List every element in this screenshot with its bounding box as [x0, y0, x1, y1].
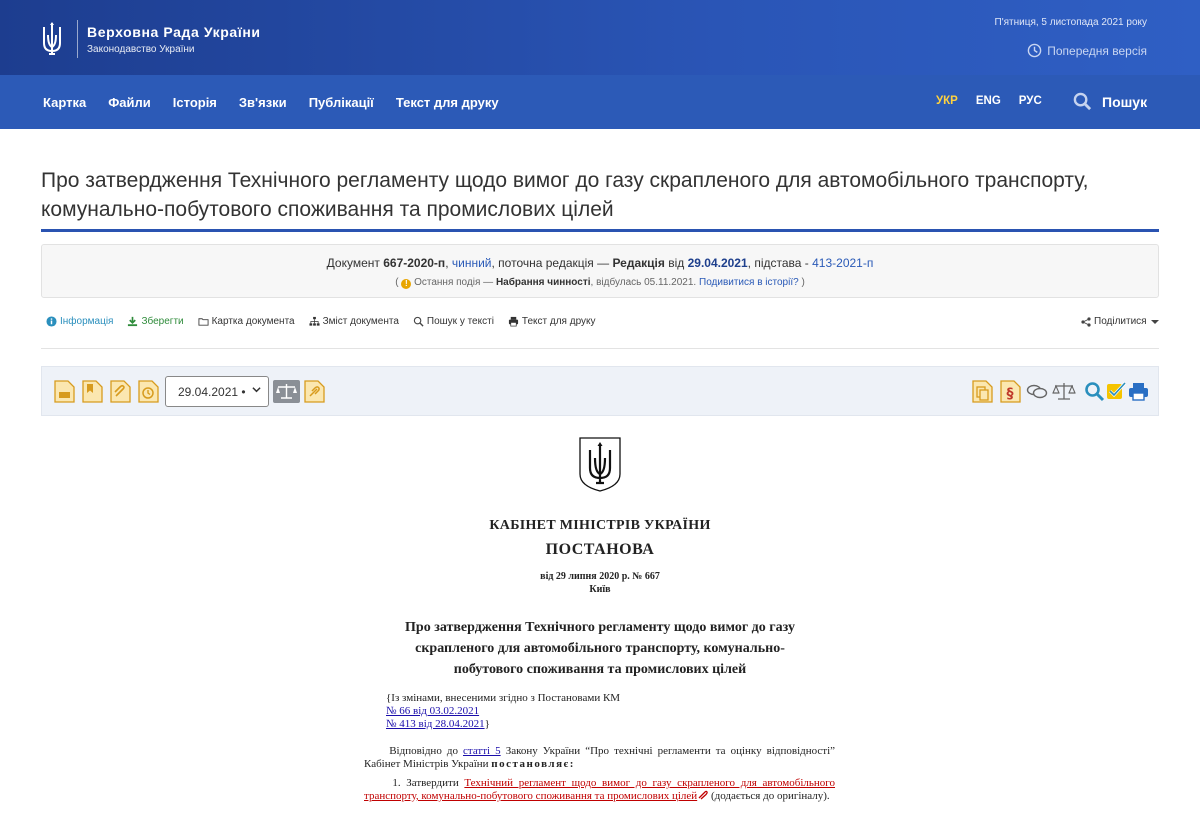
lang-eng[interactable]: ENG: [975, 95, 1001, 107]
document-actions: [46, 316, 596, 327]
info-circle-icon: !: [401, 279, 411, 289]
comments-icon[interactable]: [1026, 380, 1048, 403]
magnifier-icon: [413, 316, 424, 327]
doc-label: Документ: [326, 256, 380, 270]
amendment-link-413[interactable]: № 413 від 28.04.2021: [386, 718, 485, 730]
page-title-line-1: Про затвердження Технічного регламенту щодо вимог до газу скрапленого для автомобільного транспорту,: [41, 169, 1089, 192]
site-header: [0, 0, 1200, 75]
search-button[interactable]: [1073, 92, 1147, 111]
info-action[interactable]: [46, 316, 113, 327]
lang-rus[interactable]: РУС: [1018, 95, 1042, 107]
lang-ukr[interactable]: УКР: [936, 95, 958, 107]
edition-date-value: 29.04.2021 •: [178, 385, 246, 399]
info-icon: [46, 316, 57, 327]
last-event: Набрання чинності: [495, 277, 591, 288]
save-action[interactable]: [127, 316, 183, 327]
document-date-number: від 29 липня 2020 р. № 667: [540, 571, 660, 582]
print-text-label: Текст для друку: [521, 316, 596, 327]
paragraph-preamble: [364, 745, 835, 771]
edition-date[interactable]: 29.04.2021: [687, 256, 748, 270]
search-in-text-action[interactable]: [413, 316, 494, 327]
search-icon: [1073, 92, 1092, 111]
nav-publications[interactable]: Публікації: [308, 95, 374, 110]
contents-action-label: Зміст документа: [322, 316, 399, 327]
happened-label: , відбулась: [590, 277, 642, 288]
search-document-icon[interactable]: [1084, 380, 1105, 403]
link-document-icon[interactable]: [304, 380, 325, 403]
last-event-label: Остання подія —: [414, 277, 494, 288]
technical-regulation-link[interactable]: Технічний регламент щодо вимог до газу скрапленого для автомобільного транспорту, комунально-побутового споживання та промислових цілей: [364, 777, 835, 802]
amendments-close: }: [484, 718, 490, 730]
document-copy-icon[interactable]: [972, 380, 993, 403]
paragraph-1-text-a: 1. Затвердити: [392, 777, 459, 789]
trident-logo-icon: [39, 21, 65, 57]
share-icon: [1081, 317, 1091, 327]
paragraph-1: [364, 777, 835, 803]
doc-number[interactable]: 667-2020-п: [383, 256, 446, 270]
contents-action[interactable]: [309, 316, 399, 327]
svg-text:§: §: [1006, 386, 1014, 402]
card-action[interactable]: [198, 316, 295, 327]
current-date: П'ятниця, 5 листопада 2021 року: [994, 17, 1147, 28]
page-title-line-2: комунально-побутового споживання та промислових цілей: [41, 198, 614, 221]
scales-compare-icon[interactable]: [1052, 380, 1076, 403]
title-underline: [41, 229, 1159, 232]
document-heading-line-1: Про затвердження Технічного регламенту щодо вимог до газу: [405, 620, 795, 635]
preamble-text-a: Відповідно до: [389, 745, 458, 757]
site-subtitle: Законодавство України: [87, 43, 195, 55]
document-city: Київ: [589, 584, 611, 595]
article-5-link[interactable]: статті 5: [463, 745, 501, 757]
nav-links[interactable]: Зв'язки: [238, 95, 287, 110]
share-dropdown[interactable]: [1081, 316, 1160, 327]
paragraph-1-text-b: (додається до оригіналу).: [710, 790, 830, 802]
document-type: ПОСТАНОВА: [545, 541, 655, 558]
search-label: Пошук: [1102, 93, 1148, 110]
brand-divider: [77, 20, 78, 58]
search-in-text-label: Пошук у тексті: [426, 316, 494, 327]
caret-down-icon: [1150, 317, 1160, 327]
compare-editions-button[interactable]: [273, 380, 300, 403]
nav-files[interactable]: Файли: [108, 95, 151, 110]
separator: [41, 348, 1159, 349]
doc-status-link[interactable]: чинний: [451, 256, 492, 270]
folder-icon: [198, 316, 209, 327]
event-date: 05.11.2021.: [644, 277, 697, 288]
history-icon: [1027, 43, 1042, 58]
amendments-intro: {Із змінами, внесеними згідно з Постановами КМ: [386, 692, 621, 704]
share-label: Поділитися: [1094, 316, 1147, 327]
amendments-note: [386, 692, 620, 731]
info-action-label: Інформація: [60, 316, 114, 327]
printer-icon: [508, 316, 519, 327]
history-link[interactable]: Подивитися в історії?: [699, 277, 799, 288]
chevron-down-icon: [252, 385, 261, 394]
basis-label: , підстава -: [747, 256, 809, 270]
document-heading: [370, 617, 830, 680]
edition-from: від: [668, 256, 685, 270]
issuing-authority: КАБІНЕТ МІНІСТРІВ УКРАЇНИ: [489, 518, 711, 533]
previous-version-label: Попередня версія: [1047, 43, 1147, 58]
nav-history[interactable]: Історія: [172, 95, 217, 110]
document-heading-line-3: побутового споживання та промислових цілей: [453, 662, 747, 677]
site-brand[interactable]: [39, 20, 261, 58]
download-icon: [127, 316, 138, 327]
paragraph-section-icon[interactable]: [1000, 380, 1021, 403]
edition-label: Редакція: [612, 256, 665, 270]
preamble-resolves: постановляє:: [491, 758, 575, 770]
basis-link[interactable]: 413-2021-п: [812, 256, 874, 270]
document-toolbar: [41, 366, 1159, 416]
nav-card[interactable]: Картка: [43, 95, 87, 110]
sitemap-icon: [309, 316, 320, 327]
previous-version-link[interactable]: [1027, 43, 1147, 58]
preamble-text-b: Закону України “Про технічні регламенти та оцінку відповідності” Кабінет Міністрів України: [364, 745, 836, 770]
main-nav: [0, 75, 1200, 129]
page-title: [41, 166, 1141, 224]
site-title: Верховна Рада України: [87, 23, 261, 40]
edition-date-select[interactable]: [165, 376, 269, 407]
scales-icon: [273, 380, 300, 403]
card-action-label: Картка документа: [211, 316, 295, 327]
document-folder-icon[interactable]: [54, 380, 75, 403]
print-text-action[interactable]: [508, 316, 596, 327]
print-document-icon[interactable]: [1128, 380, 1149, 403]
document-info-box: Документ 667-2020-п, чинний, поточна редакція — Редакція від 29.04.2021, підстава - 413-2021-п ( ! Остання подія — Набрання чинності, відбулась 05.11.2021. Подивитися в історії? ): [41, 244, 1159, 298]
check-icon[interactable]: [1106, 380, 1127, 403]
history-document-icon[interactable]: [138, 380, 159, 403]
current-edition-label: , поточна редакція —: [491, 256, 610, 270]
attachment-document-icon[interactable]: [110, 380, 131, 403]
bookmark-document-icon[interactable]: [82, 380, 103, 403]
coat-of-arms-icon: [578, 436, 622, 493]
amendment-link-66[interactable]: № 66 від 03.02.2021: [386, 705, 480, 717]
save-action-label: Зберегти: [141, 316, 184, 327]
nav-print-text[interactable]: Текст для друку: [395, 95, 499, 110]
attachment-clip-icon: [697, 790, 708, 800]
document-heading-line-2: скрапленого для автомобільного транспорту, комунально-: [415, 641, 785, 656]
